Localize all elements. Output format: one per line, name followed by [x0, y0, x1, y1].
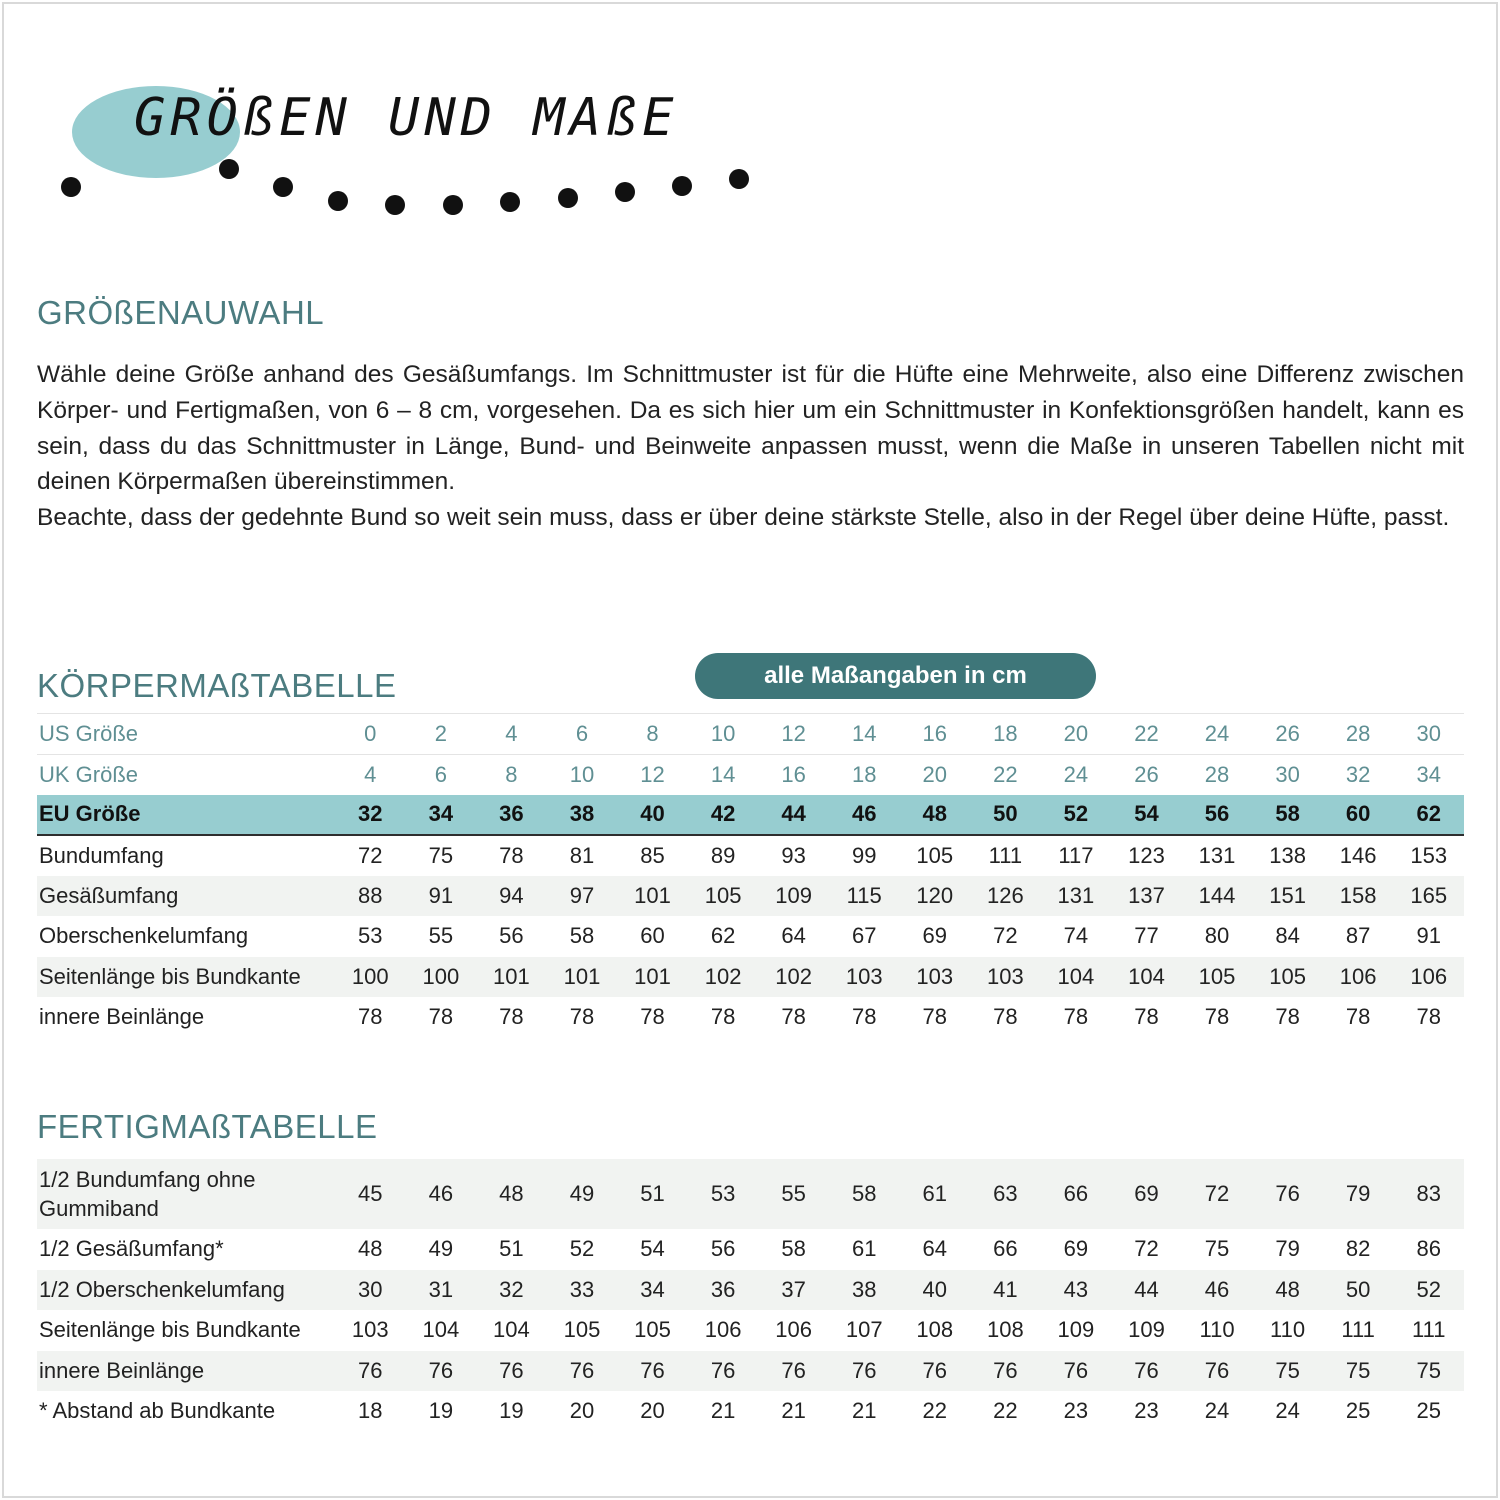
- table-cell: 105: [916, 842, 954, 868]
- table-cell: 48: [358, 1236, 383, 1262]
- table-row: [37, 714, 1464, 755]
- table-cell: 20: [569, 1398, 595, 1424]
- table-cell: 83: [1393, 1159, 1464, 1229]
- table-cell: 101: [547, 957, 618, 998]
- row-label: innere Beinlänge: [39, 1004, 205, 1030]
- table-cell: 138: [1269, 842, 1306, 868]
- table-cell: 22: [970, 754, 1041, 795]
- table-cell: 45: [335, 1159, 406, 1229]
- table-cell: 165: [1393, 876, 1464, 917]
- table-cell: 106: [1323, 957, 1394, 998]
- table-cell: 25: [1345, 1398, 1371, 1424]
- table-cell: 60: [1323, 795, 1394, 836]
- table-cell: 85: [640, 842, 665, 868]
- table-cell: 36: [476, 795, 547, 836]
- table-cell: 48: [476, 1159, 547, 1229]
- table-cell: 61: [900, 1159, 971, 1229]
- table-cell: 110: [1270, 1317, 1306, 1343]
- table-cell: 8: [476, 754, 547, 795]
- table-cell: 21: [781, 1398, 806, 1424]
- table-cell: 107: [845, 1317, 883, 1343]
- table-cell: 40: [617, 795, 688, 836]
- table-cell: 144: [1182, 876, 1253, 917]
- intro-paragraph: Beachte, dass der gedehnte Bund so weit sein muss, dass er über deine stärkste Stelle, also in der Regel über deine Hüfte, passt.: [37, 504, 1450, 532]
- table-row: [37, 795, 1464, 836]
- table-cell: 46: [829, 795, 900, 836]
- table-cell: 26: [1252, 714, 1323, 755]
- table-cell: 44: [758, 795, 829, 836]
- table-cell: 110: [1199, 1317, 1235, 1343]
- table-cell: 10: [547, 754, 618, 795]
- table-cell: 24: [1204, 1398, 1230, 1424]
- table-cell: 91: [1416, 923, 1441, 949]
- table-cell: 41: [970, 1270, 1041, 1311]
- table-cell: 69: [1063, 1236, 1089, 1262]
- decorative-dot: [273, 177, 293, 197]
- table-cell: 16: [758, 754, 829, 795]
- decorative-dot: [729, 169, 749, 189]
- table-cell: 10: [688, 714, 759, 755]
- table-cell: 23: [1063, 1398, 1089, 1424]
- table-cell: 18: [970, 714, 1041, 755]
- table-cell: 60: [640, 923, 665, 949]
- table-cell: 43: [1041, 1270, 1112, 1311]
- table-cell: 100: [335, 957, 406, 998]
- table-cell: 109: [758, 876, 829, 917]
- table-cell: 78: [1275, 1004, 1300, 1030]
- table-cell: 19: [499, 1398, 524, 1424]
- table-cell: 78: [781, 1004, 806, 1030]
- row-label: US Größe: [37, 714, 335, 755]
- table-cell: 54: [640, 1236, 665, 1262]
- table-cell: 38: [829, 1270, 900, 1311]
- table-cell: 151: [1252, 876, 1323, 917]
- table-cell: 16: [900, 714, 971, 755]
- table-cell: 78: [1204, 1004, 1230, 1030]
- row-label: Oberschenkelumfang: [39, 923, 249, 949]
- page-title: GRÖßEN UND MAßE: [134, 88, 679, 148]
- table-row: [37, 1229, 1464, 1270]
- table-cell: 88: [335, 876, 406, 917]
- table-row: [37, 997, 1464, 1038]
- table-cell: 80: [1204, 923, 1230, 949]
- table-cell: 22: [922, 1398, 948, 1424]
- table-cell: 34: [617, 1270, 688, 1311]
- table-cell: 75: [1204, 1236, 1230, 1262]
- table-cell: 111: [1411, 1317, 1446, 1343]
- table-cell: 158: [1323, 876, 1394, 917]
- table-cell: 14: [688, 754, 759, 795]
- table-cell: 78: [922, 1004, 948, 1030]
- table-cell: 76: [829, 1351, 900, 1392]
- table-cell: 62: [1393, 795, 1464, 836]
- table-cell: 91: [406, 876, 477, 917]
- table-cell: 74: [1063, 923, 1089, 949]
- table-cell: 78: [569, 1004, 595, 1030]
- table-cell: 104: [1041, 957, 1112, 998]
- table-cell: 55: [428, 923, 454, 949]
- table-cell: 76: [1111, 1351, 1182, 1392]
- decorative-dot: [558, 188, 578, 208]
- table-cell: 30: [1393, 714, 1464, 755]
- table-cell: 46: [1182, 1270, 1253, 1311]
- table-cell: 102: [758, 957, 829, 998]
- table-cell: 76: [758, 1351, 829, 1392]
- table-cell: 78: [640, 1004, 665, 1030]
- finished-table-heading: FERTIGMAßTABELLE: [37, 1108, 378, 1145]
- table-cell: 146: [1339, 842, 1377, 868]
- table-cell: 44: [1111, 1270, 1182, 1311]
- table-cell: 26: [1111, 754, 1182, 795]
- row-label: Gesäßumfang: [37, 876, 335, 917]
- table-cell: 137: [1111, 876, 1182, 917]
- table-cell: 51: [499, 1236, 524, 1262]
- table-cell: 0: [335, 714, 406, 755]
- table-cell: 40: [900, 1270, 971, 1311]
- table-cell: 72: [993, 923, 1018, 949]
- table-cell: 56: [710, 1236, 736, 1262]
- table-cell: 78: [499, 1004, 524, 1030]
- decorative-dot: [443, 195, 463, 215]
- table-cell: 101: [617, 876, 688, 917]
- table-cell: 106: [704, 1317, 742, 1343]
- table-cell: 53: [358, 923, 383, 949]
- table-row: [37, 835, 1464, 876]
- table-cell: 78: [1134, 1004, 1159, 1030]
- table-cell: 72: [1134, 1236, 1159, 1262]
- table-cell: 56: [499, 923, 524, 949]
- table-cell: 131: [1198, 842, 1236, 868]
- table-cell: 28: [1182, 754, 1253, 795]
- table-cell: 58: [781, 1236, 806, 1262]
- body-table-heading: KÖRPERMAßTABELLE: [37, 667, 397, 704]
- decorative-dot: [328, 191, 348, 211]
- table-cell: 20: [1041, 714, 1112, 755]
- table-cell: 56: [1182, 795, 1253, 836]
- table-cell: 78: [993, 1004, 1018, 1030]
- table-cell: 153: [1410, 842, 1448, 868]
- table-cell: 37: [758, 1270, 829, 1311]
- table-cell: 77: [1134, 923, 1159, 949]
- table-cell: 14: [829, 714, 900, 755]
- table-cell: 6: [547, 714, 618, 755]
- table-cell: 24: [1275, 1398, 1300, 1424]
- table-cell: 28: [1323, 714, 1394, 755]
- table-cell: 58: [1252, 795, 1323, 836]
- decorative-dot: [672, 176, 692, 196]
- table-cell: 131: [1041, 876, 1112, 917]
- intro-paragraph: Wähle deine Größe anhand des Gesäßumfangs. Im Schnittmuster ist für die Hüfte eine Mehrweite, also eine Differenz zwischen Körper- und Fertigmaßen, von 6 – 8 cm, vorgesehen. Da es sich hier um ein Schnittmuster in Konfektionsgrößen handelt, kann es sein, dass du das Schnittmuster in Länge, Bund- und Beinweite anpassen musst, wenn die Maße in unseren Tabellen nicht mit deinen Körpermaßen übereinstimmen.: [37, 361, 1464, 496]
- table-cell: 105: [1252, 957, 1323, 998]
- table-cell: 105: [634, 1317, 671, 1343]
- table-cell: 105: [688, 876, 759, 917]
- table-cell: 75: [1393, 1351, 1464, 1392]
- table-cell: 4: [476, 714, 547, 755]
- table-cell: 81: [569, 842, 595, 868]
- table-cell: 97: [547, 876, 618, 917]
- table-cell: 61: [851, 1236, 877, 1262]
- table-cell: 72: [358, 842, 383, 868]
- table-cell: 30: [1252, 754, 1323, 795]
- table-cell: 69: [922, 923, 948, 949]
- table-cell: 63: [970, 1159, 1041, 1229]
- table-row: [37, 916, 1464, 957]
- table-cell: 126: [970, 876, 1041, 917]
- table-cell: 76: [406, 1351, 477, 1392]
- table-cell: 78: [1063, 1004, 1089, 1030]
- decorative-dot: [61, 177, 81, 197]
- table-cell: 76: [1041, 1351, 1112, 1392]
- table-cell: 34: [406, 795, 477, 836]
- finished-measurements-table: [37, 1159, 1464, 1432]
- table-cell: 79: [1323, 1159, 1394, 1229]
- table-cell: 76: [476, 1351, 547, 1392]
- table-cell: 50: [1323, 1270, 1394, 1311]
- row-label: * Abstand ab Bundkante: [39, 1398, 276, 1424]
- table-cell: 78: [358, 1004, 383, 1030]
- table-cell: 84: [1275, 923, 1300, 949]
- table-cell: 78: [1345, 1004, 1371, 1030]
- table-cell: 123: [1128, 842, 1165, 868]
- row-label: innere Beinlänge: [37, 1351, 335, 1392]
- table-cell: 103: [351, 1317, 389, 1343]
- table-cell: 2: [406, 714, 477, 755]
- table-cell: 50: [970, 795, 1041, 836]
- table-cell: 101: [476, 957, 547, 998]
- row-label: 1/2 Gesäßumfang*: [39, 1236, 224, 1262]
- table-cell: 104: [422, 1317, 460, 1343]
- table-cell: 32: [335, 795, 406, 836]
- table-cell: 20: [900, 754, 971, 795]
- table-cell: 99: [851, 842, 877, 868]
- table-cell: 49: [428, 1236, 454, 1262]
- table-cell: 18: [829, 754, 900, 795]
- table-cell: 32: [476, 1270, 547, 1311]
- decorative-dot: [615, 182, 635, 202]
- table-cell: 58: [829, 1159, 900, 1229]
- table-cell: 106: [1393, 957, 1464, 998]
- table-cell: 66: [993, 1236, 1018, 1262]
- table-cell: 22: [993, 1398, 1018, 1424]
- table-cell: 76: [1252, 1159, 1323, 1229]
- table-cell: 94: [476, 876, 547, 917]
- table-row: [37, 876, 1464, 917]
- table-cell: 104: [1111, 957, 1182, 998]
- table-cell: 32: [1323, 754, 1394, 795]
- table-cell: 78: [499, 842, 524, 868]
- table-cell: 24: [1182, 714, 1253, 755]
- size-selection-heading: GRÖßENAUWAHL: [37, 294, 325, 331]
- table-cell: 22: [1111, 714, 1182, 755]
- table-row: [37, 1159, 1464, 1229]
- table-cell: 100: [406, 957, 477, 998]
- row-label: 1/2 Bundumfang ohne Gummiband: [37, 1159, 335, 1229]
- table-cell: 78: [428, 1004, 454, 1030]
- decorative-dot: [500, 192, 520, 212]
- table-cell: 4: [335, 754, 406, 795]
- table-cell: 108: [986, 1317, 1024, 1343]
- table-cell: 103: [970, 957, 1041, 998]
- table-cell: 19: [428, 1398, 454, 1424]
- table-cell: 64: [922, 1236, 948, 1262]
- table-cell: 58: [569, 923, 595, 949]
- table-cell: 69: [1111, 1159, 1182, 1229]
- table-cell: 67: [851, 923, 877, 949]
- table-cell: 23: [1134, 1398, 1159, 1424]
- table-cell: 76: [335, 1351, 406, 1392]
- table-cell: 48: [900, 795, 971, 836]
- table-cell: 46: [406, 1159, 477, 1229]
- table-cell: 30: [335, 1270, 406, 1311]
- table-cell: 104: [493, 1317, 530, 1343]
- row-label: 1/2 Oberschenkelumfang: [37, 1270, 335, 1311]
- table-cell: 101: [617, 957, 688, 998]
- table-cell: 78: [710, 1004, 736, 1030]
- row-label: Seitenlänge bis Bundkante: [39, 1317, 301, 1343]
- table-cell: 86: [1416, 1236, 1441, 1262]
- table-cell: 38: [547, 795, 618, 836]
- row-label: UK Größe: [37, 754, 335, 795]
- decorative-dot: [219, 159, 239, 179]
- table-cell: 20: [640, 1398, 665, 1424]
- table-row: [37, 754, 1464, 795]
- table-cell: 48: [1252, 1270, 1323, 1311]
- table-cell: 82: [1345, 1236, 1371, 1262]
- table-cell: 78: [851, 1004, 877, 1030]
- table-cell: 109: [1057, 1317, 1095, 1343]
- table-cell: 76: [970, 1351, 1041, 1392]
- table-cell: 49: [547, 1159, 618, 1229]
- row-label: EU Größe: [37, 795, 335, 836]
- table-cell: 111: [1341, 1317, 1375, 1343]
- table-cell: 79: [1275, 1236, 1300, 1262]
- row-label: Seitenlänge bis Bundkante: [37, 957, 335, 998]
- table-cell: 76: [617, 1351, 688, 1392]
- table-cell: 12: [758, 714, 829, 755]
- table-cell: 8: [617, 714, 688, 755]
- table-cell: 72: [1182, 1159, 1253, 1229]
- table-cell: 115: [829, 876, 900, 917]
- table-cell: 66: [1041, 1159, 1112, 1229]
- table-cell: 6: [406, 754, 477, 795]
- decorative-dot: [385, 195, 405, 215]
- table-cell: 51: [617, 1159, 688, 1229]
- table-cell: 25: [1416, 1398, 1441, 1424]
- table-cell: 87: [1345, 923, 1371, 949]
- table-cell: 102: [688, 957, 759, 998]
- table-cell: 12: [617, 754, 688, 795]
- table-row: [37, 1310, 1464, 1351]
- table-cell: 52: [1041, 795, 1112, 836]
- table-cell: 76: [900, 1351, 971, 1392]
- table-cell: 76: [1182, 1351, 1253, 1392]
- table-cell: 111: [988, 842, 1023, 868]
- table-cell: 36: [688, 1270, 759, 1311]
- table-cell: 31: [406, 1270, 477, 1311]
- table-cell: 76: [688, 1351, 759, 1392]
- row-label: Bundumfang: [39, 842, 164, 868]
- table-cell: 117: [1058, 842, 1094, 868]
- table-cell: 105: [563, 1317, 601, 1343]
- table-cell: 52: [1393, 1270, 1464, 1311]
- body-measurements-table: [37, 713, 1464, 1038]
- table-cell: 75: [1323, 1351, 1394, 1392]
- table-row: [37, 1391, 1464, 1432]
- table-cell: 89: [710, 842, 736, 868]
- table-cell: 55: [758, 1159, 829, 1229]
- unit-note-badge: alle Maßangaben in cm: [695, 653, 1096, 699]
- table-cell: 93: [781, 842, 806, 868]
- table-cell: 106: [775, 1317, 813, 1343]
- table-row: [37, 957, 1464, 998]
- table-cell: 52: [569, 1236, 595, 1262]
- table-cell: 78: [1416, 1004, 1441, 1030]
- table-cell: 76: [547, 1351, 618, 1392]
- table-cell: 18: [358, 1398, 383, 1424]
- table-row: [37, 1270, 1464, 1311]
- table-cell: 105: [1182, 957, 1253, 998]
- table-cell: 75: [428, 842, 454, 868]
- table-cell: 120: [900, 876, 971, 917]
- table-row: [37, 1351, 1464, 1392]
- table-cell: 54: [1111, 795, 1182, 836]
- table-cell: 33: [547, 1270, 618, 1311]
- size-selection-text: [37, 357, 1464, 536]
- table-cell: 109: [1128, 1317, 1165, 1343]
- table-cell: 24: [1041, 754, 1112, 795]
- table-cell: 21: [710, 1398, 736, 1424]
- table-cell: 21: [851, 1398, 877, 1424]
- table-cell: 108: [916, 1317, 954, 1343]
- table-cell: 34: [1393, 754, 1464, 795]
- table-cell: 42: [688, 795, 759, 836]
- table-cell: 103: [900, 957, 971, 998]
- table-cell: 64: [781, 923, 806, 949]
- table-cell: 53: [688, 1159, 759, 1229]
- table-cell: 103: [829, 957, 900, 998]
- table-cell: 75: [1252, 1351, 1323, 1392]
- table-cell: 62: [710, 923, 736, 949]
